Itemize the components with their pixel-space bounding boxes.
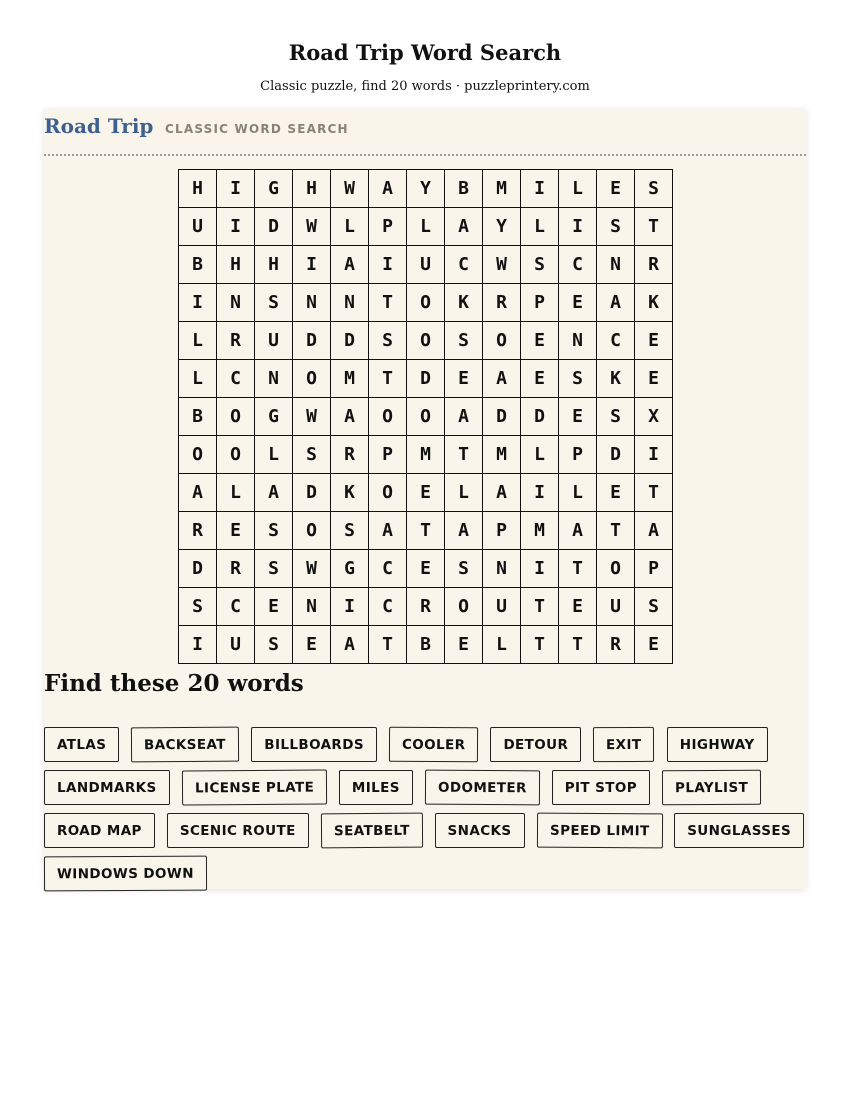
- grid-cell[interactable]: U: [407, 246, 445, 284]
- word-chip: LANDMARKS: [44, 770, 170, 805]
- page-title: Road Trip Word Search: [288, 40, 562, 65]
- grid-cell[interactable]: X: [635, 398, 673, 436]
- grid-cell[interactable]: L: [179, 322, 217, 360]
- grid-cell[interactable]: I: [179, 626, 217, 664]
- grid-cell[interactable]: K: [445, 284, 483, 322]
- grid-cell[interactable]: A: [483, 360, 521, 398]
- grid-cell[interactable]: I: [331, 588, 369, 626]
- grid-cell[interactable]: O: [597, 550, 635, 588]
- grid-cell[interactable]: P: [559, 436, 597, 474]
- grid-cell[interactable]: T: [369, 360, 407, 398]
- word-chip: PLAYLIST: [662, 770, 761, 805]
- grid-cell[interactable]: L: [521, 436, 559, 474]
- grid-cell[interactable]: O: [407, 284, 445, 322]
- grid-cell[interactable]: E: [635, 360, 673, 398]
- grid-cell[interactable]: E: [445, 626, 483, 664]
- grid-cell[interactable]: O: [483, 322, 521, 360]
- grid-cell[interactable]: M: [521, 512, 559, 550]
- grid-cell[interactable]: K: [597, 360, 635, 398]
- grid-cell[interactable]: S: [293, 436, 331, 474]
- grid-cell[interactable]: M: [407, 436, 445, 474]
- grid-cell[interactable]: E: [597, 474, 635, 512]
- grid-cell[interactable]: M: [483, 436, 521, 474]
- grid-cell[interactable]: A: [179, 474, 217, 512]
- grid-cell[interactable]: T: [635, 474, 673, 512]
- grid-cell[interactable]: L: [331, 208, 369, 246]
- grid-cell[interactable]: S: [445, 550, 483, 588]
- grid-cell[interactable]: O: [293, 360, 331, 398]
- grid-cell[interactable]: B: [445, 170, 483, 208]
- grid-cell[interactable]: N: [483, 550, 521, 588]
- grid-cell[interactable]: D: [331, 322, 369, 360]
- grid-cell[interactable]: I: [179, 284, 217, 322]
- grid-cell[interactable]: P: [483, 512, 521, 550]
- grid-cell[interactable]: S: [255, 626, 293, 664]
- word-chip: ODOMETER: [425, 770, 540, 806]
- grid-cell[interactable]: H: [255, 246, 293, 284]
- grid-cell[interactable]: S: [597, 398, 635, 436]
- grid-cell[interactable]: K: [635, 284, 673, 322]
- grid-cell[interactable]: S: [255, 550, 293, 588]
- grid-cell[interactable]: K: [331, 474, 369, 512]
- grid-cell[interactable]: A: [369, 170, 407, 208]
- grid-cell[interactable]: B: [179, 398, 217, 436]
- grid-cell[interactable]: R: [597, 626, 635, 664]
- grid-cell[interactable]: T: [635, 208, 673, 246]
- grid-cell[interactable]: R: [179, 512, 217, 550]
- grid-cell[interactable]: S: [255, 512, 293, 550]
- grid-cell[interactable]: A: [331, 246, 369, 284]
- grid-cell[interactable]: I: [293, 246, 331, 284]
- grid-cell[interactable]: E: [407, 474, 445, 512]
- grid-cell[interactable]: P: [369, 436, 407, 474]
- grid-cell[interactable]: T: [407, 512, 445, 550]
- grid-cell[interactable]: R: [217, 322, 255, 360]
- grid-cell[interactable]: A: [483, 474, 521, 512]
- grid-cell[interactable]: L: [217, 474, 255, 512]
- grid-cell[interactable]: E: [217, 512, 255, 550]
- word-chip: LICENSE PLATE: [182, 769, 327, 805]
- grid-cell[interactable]: C: [217, 360, 255, 398]
- grid-cell[interactable]: E: [559, 398, 597, 436]
- grid-cell[interactable]: T: [597, 512, 635, 550]
- word-chip: SEATBELT: [321, 813, 423, 849]
- grid-cell[interactable]: D: [293, 322, 331, 360]
- grid-cell[interactable]: I: [217, 208, 255, 246]
- grid-cell[interactable]: T: [559, 550, 597, 588]
- word-list-heading: Find these 20 words: [44, 670, 304, 697]
- grid-cell[interactable]: W: [483, 246, 521, 284]
- grid-cell[interactable]: O: [369, 474, 407, 512]
- word-chip: PIT STOP: [552, 770, 650, 805]
- grid-cell[interactable]: R: [407, 588, 445, 626]
- grid-cell[interactable]: O: [407, 398, 445, 436]
- grid-cell[interactable]: O: [445, 588, 483, 626]
- grid-cell[interactable]: Y: [483, 208, 521, 246]
- grid-cell[interactable]: C: [369, 588, 407, 626]
- grid-cell[interactable]: P: [635, 550, 673, 588]
- grid-cell[interactable]: G: [331, 550, 369, 588]
- grid-cell[interactable]: S: [597, 208, 635, 246]
- grid-cell[interactable]: N: [217, 284, 255, 322]
- grid-cell[interactable]: S: [635, 170, 673, 208]
- grid-cell[interactable]: M: [483, 170, 521, 208]
- word-chip: SCENIC ROUTE: [167, 813, 309, 848]
- grid-cell[interactable]: O: [369, 398, 407, 436]
- grid-cell[interactable]: I: [559, 208, 597, 246]
- grid-cell[interactable]: U: [217, 626, 255, 664]
- grid-cell[interactable]: E: [559, 284, 597, 322]
- grid-cell[interactable]: E: [445, 360, 483, 398]
- word-chip: WINDOWS DOWN: [44, 856, 207, 892]
- grid-cell[interactable]: U: [255, 322, 293, 360]
- grid-cell[interactable]: D: [179, 550, 217, 588]
- word-chip: BACKSEAT: [131, 727, 239, 763]
- grid-cell[interactable]: A: [445, 398, 483, 436]
- word-chip: SUNGLASSES: [674, 813, 804, 848]
- word-chip: DETOUR: [490, 727, 581, 762]
- grid-cell[interactable]: L: [407, 208, 445, 246]
- grid-cell[interactable]: E: [407, 550, 445, 588]
- grid-cell[interactable]: O: [217, 436, 255, 474]
- word-chip: MILES: [339, 770, 413, 805]
- grid-cell[interactable]: R: [331, 436, 369, 474]
- grid-cell[interactable]: R: [217, 550, 255, 588]
- grid-cell[interactable]: S: [559, 360, 597, 398]
- grid-cell[interactable]: C: [217, 588, 255, 626]
- word-chip: SPEED LIMIT: [536, 813, 662, 849]
- grid-cell[interactable]: S: [369, 322, 407, 360]
- grid-cell[interactable]: S: [255, 284, 293, 322]
- grid-cell[interactable]: N: [293, 588, 331, 626]
- word-chip: HIGHWAY: [667, 727, 768, 762]
- grid-cell[interactable]: T: [521, 588, 559, 626]
- grid-cell[interactable]: N: [293, 284, 331, 322]
- grid-cell[interactable]: S: [635, 588, 673, 626]
- grid-cell[interactable]: T: [369, 284, 407, 322]
- grid-cell[interactable]: I: [521, 170, 559, 208]
- grid-cell[interactable]: A: [597, 284, 635, 322]
- grid-cell[interactable]: D: [255, 208, 293, 246]
- grid-cell[interactable]: O: [179, 436, 217, 474]
- grid-cell[interactable]: A: [331, 626, 369, 664]
- page-subtitle: Classic puzzle, find 20 words · puzzleprintery.com: [260, 79, 590, 94]
- grid-cell[interactable]: E: [521, 360, 559, 398]
- grid-cell[interactable]: U: [179, 208, 217, 246]
- grid-cell[interactable]: T: [521, 626, 559, 664]
- grid-cell[interactable]: D: [521, 398, 559, 436]
- grid-cell[interactable]: U: [483, 588, 521, 626]
- word-list: [44, 727, 806, 891]
- grid-cell[interactable]: B: [179, 246, 217, 284]
- grid-cell[interactable]: D: [597, 436, 635, 474]
- grid-cell[interactable]: H: [293, 170, 331, 208]
- grid-cell[interactable]: N: [559, 322, 597, 360]
- grid-cell[interactable]: I: [521, 550, 559, 588]
- word-chip: ATLAS: [44, 727, 119, 762]
- grid-cell[interactable]: Y: [407, 170, 445, 208]
- puzzle-card: [44, 109, 806, 889]
- grid-cell[interactable]: A: [255, 474, 293, 512]
- letter-grid: [178, 169, 673, 664]
- word-chip: SNACKS: [435, 813, 525, 848]
- grid-cell[interactable]: C: [369, 550, 407, 588]
- grid-cell[interactable]: E: [597, 170, 635, 208]
- grid-cell[interactable]: O: [293, 512, 331, 550]
- grid-cell[interactable]: G: [255, 398, 293, 436]
- grid-cell[interactable]: O: [407, 322, 445, 360]
- grid-cell[interactable]: W: [293, 208, 331, 246]
- grid-cell[interactable]: L: [445, 474, 483, 512]
- grid-cell[interactable]: T: [445, 436, 483, 474]
- grid-cell[interactable]: A: [445, 208, 483, 246]
- grid-cell[interactable]: S: [179, 588, 217, 626]
- word-chip: EXIT: [593, 727, 655, 762]
- word-chip: ROAD MAP: [44, 813, 155, 848]
- grid-cell[interactable]: E: [293, 626, 331, 664]
- grid-cell[interactable]: U: [597, 588, 635, 626]
- word-chip: BILLBOARDS: [251, 727, 377, 762]
- grid-cell[interactable]: O: [217, 398, 255, 436]
- grid-cell[interactable]: D: [483, 398, 521, 436]
- grid-cell[interactable]: E: [635, 626, 673, 664]
- grid-cell[interactable]: A: [635, 512, 673, 550]
- tagline: CLASSIC WORD SEARCH: [165, 122, 349, 136]
- grid-cell[interactable]: C: [597, 322, 635, 360]
- grid-cell[interactable]: R: [483, 284, 521, 322]
- grid-cell[interactable]: L: [483, 626, 521, 664]
- grid-cell[interactable]: P: [521, 284, 559, 322]
- grid-cell[interactable]: N: [255, 360, 293, 398]
- grid-cell[interactable]: A: [331, 398, 369, 436]
- grid-cell[interactable]: N: [331, 284, 369, 322]
- grid-cell[interactable]: E: [559, 588, 597, 626]
- grid-cell[interactable]: T: [559, 626, 597, 664]
- grid-cell[interactable]: H: [179, 170, 217, 208]
- grid-cell[interactable]: E: [635, 322, 673, 360]
- grid-cell[interactable]: A: [445, 512, 483, 550]
- grid-cell[interactable]: A: [559, 512, 597, 550]
- grid-cell[interactable]: S: [521, 246, 559, 284]
- grid-cell[interactable]: L: [521, 208, 559, 246]
- grid-cell[interactable]: S: [331, 512, 369, 550]
- grid-cell[interactable]: C: [445, 246, 483, 284]
- grid-cell[interactable]: A: [369, 512, 407, 550]
- grid-cell[interactable]: E: [521, 322, 559, 360]
- grid-cell[interactable]: I: [521, 474, 559, 512]
- grid-cell[interactable]: W: [293, 550, 331, 588]
- grid-cell[interactable]: L: [559, 474, 597, 512]
- grid-cell[interactable]: I: [635, 436, 673, 474]
- grid-cell[interactable]: C: [559, 246, 597, 284]
- grid-cell[interactable]: N: [597, 246, 635, 284]
- grid-cell[interactable]: T: [369, 626, 407, 664]
- grid-cell[interactable]: I: [217, 170, 255, 208]
- grid-cell[interactable]: M: [331, 360, 369, 398]
- card-header: [44, 109, 806, 156]
- grid-cell[interactable]: L: [179, 360, 217, 398]
- grid-cell[interactable]: P: [369, 208, 407, 246]
- grid-cell[interactable]: L: [255, 436, 293, 474]
- grid-cell[interactable]: H: [217, 246, 255, 284]
- brand-title: Road Trip: [44, 114, 154, 138]
- grid-cell[interactable]: E: [255, 588, 293, 626]
- grid-cell[interactable]: G: [255, 170, 293, 208]
- word-chip: COOLER: [389, 727, 479, 763]
- grid-cell[interactable]: W: [331, 170, 369, 208]
- grid-cell[interactable]: L: [559, 170, 597, 208]
- grid-cell[interactable]: W: [293, 398, 331, 436]
- grid-cell[interactable]: D: [293, 474, 331, 512]
- grid-cell[interactable]: R: [635, 246, 673, 284]
- grid-cell[interactable]: D: [407, 360, 445, 398]
- grid-cell[interactable]: I: [369, 246, 407, 284]
- grid-cell[interactable]: B: [407, 626, 445, 664]
- grid-cell[interactable]: S: [445, 322, 483, 360]
